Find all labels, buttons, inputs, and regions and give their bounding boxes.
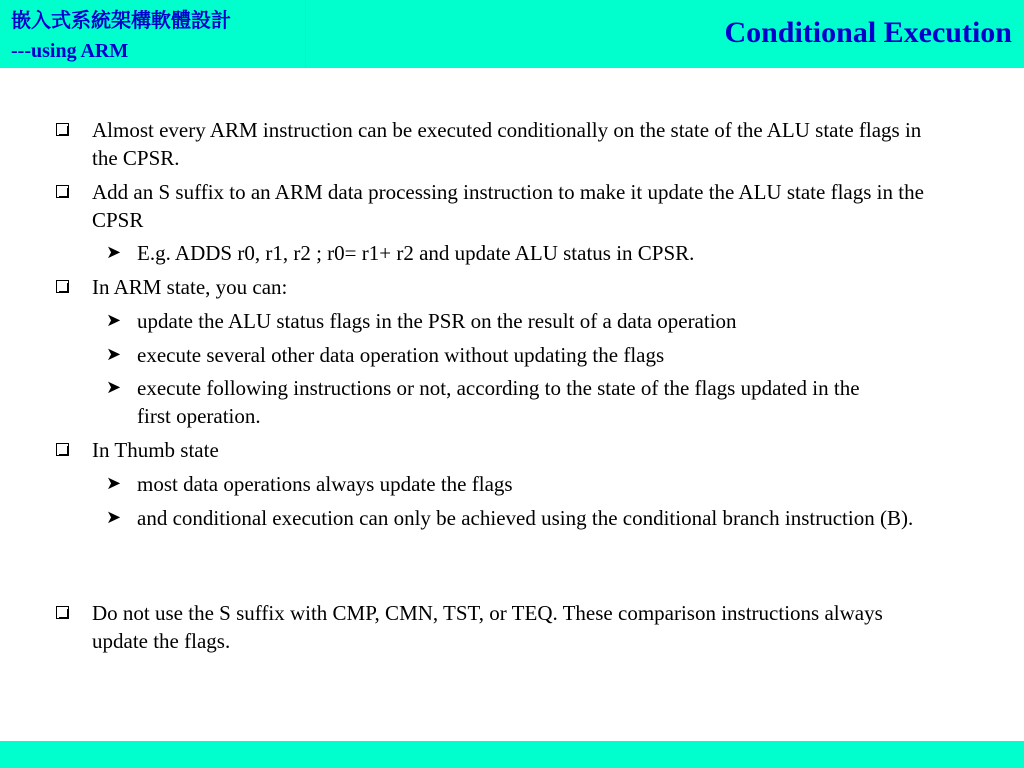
footer-banner bbox=[0, 741, 1024, 768]
arrowhead-icon: ➤ bbox=[106, 242, 122, 263]
sub-bullet-text: most data operations always update the flags bbox=[137, 472, 513, 496]
arrowhead-icon: ➤ bbox=[106, 310, 122, 331]
sub-bullet-item bbox=[106, 374, 897, 430]
bullet-text: Do not use the S suffix with CMP, CMN, TST, or TEQ. These comparison instructions always update the flags. bbox=[92, 601, 883, 653]
bullet-item bbox=[92, 599, 892, 655]
checkbox-square-icon bbox=[56, 280, 69, 293]
sub-bullet-item bbox=[106, 307, 937, 335]
bullet-item bbox=[92, 273, 952, 301]
bullet-item bbox=[92, 436, 952, 464]
bullet-text: In Thumb state bbox=[92, 438, 219, 462]
course-title-line1: 嵌入式系統架構軟體設計 bbox=[11, 10, 231, 32]
arrowhead-icon: ➤ bbox=[106, 377, 122, 398]
course-title-line2: ---using ARM bbox=[11, 40, 129, 62]
arrowhead-icon: ➤ bbox=[106, 473, 122, 494]
bullet-text: In ARM state, you can: bbox=[92, 275, 288, 299]
sub-bullet-text: and conditional execution can only be achieved using the conditional branch instruction (B). bbox=[137, 506, 914, 530]
arrowhead-icon: ➤ bbox=[106, 344, 122, 365]
slide-title: Conditional Execution bbox=[724, 16, 1012, 49]
bullet-item bbox=[92, 178, 952, 234]
checkbox-square-icon bbox=[56, 443, 69, 456]
sub-bullet-item bbox=[106, 504, 937, 532]
checkbox-square-icon bbox=[56, 123, 69, 136]
sub-bullet-item bbox=[106, 341, 937, 369]
bullet-item bbox=[92, 116, 952, 172]
sub-bullet-text: execute following instructions or not, according to the state of the flags updated in the first operation. bbox=[137, 376, 860, 428]
sub-bullet-text: execute several other data operation without updating the flags bbox=[137, 343, 665, 367]
checkbox-square-icon bbox=[56, 185, 69, 198]
sub-bullet-item bbox=[106, 239, 937, 267]
bullet-text: Almost every ARM instruction can be executed conditionally on the state of the ALU state flags in the CPSR. bbox=[92, 118, 922, 170]
sub-bullet-item bbox=[106, 470, 937, 498]
arrowhead-icon: ➤ bbox=[106, 507, 122, 528]
sub-bullet-text: update the ALU status flags in the PSR on the result of a data operation bbox=[137, 309, 737, 333]
sub-bullet-text: E.g. ADDS r0, r1, r2 ; r0= r1+ r2 and update ALU status in CPSR. bbox=[137, 241, 695, 265]
checkbox-square-icon bbox=[56, 606, 69, 619]
bullet-text: Add an S suffix to an ARM data processing instruction to make it update the ALU state flags in the CPSR bbox=[92, 180, 924, 232]
